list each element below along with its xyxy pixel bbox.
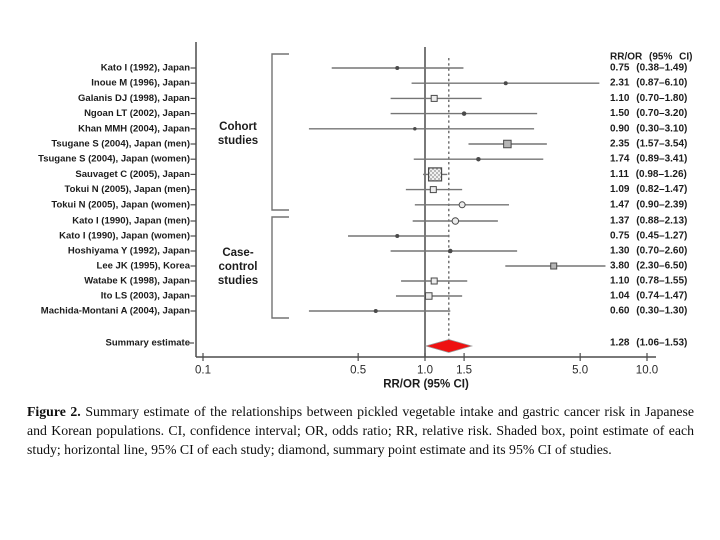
x-axis-tick-label: 5.0 [572,364,589,377]
group-bracket [272,54,289,210]
point-marker [413,127,417,131]
point-marker [452,218,459,225]
study-label: Kato I (1992), Japan [100,62,190,74]
value-text: 3.80 (2.30–6.50) [610,260,688,272]
point-marker [429,168,442,181]
summary-label: Summary estimate [105,337,190,349]
value-text: 1.30 (0.70–2.60) [610,245,688,257]
point-marker [431,278,437,284]
value-text: 1.10 (0.78–1.55) [610,275,688,287]
value-text: 2.35 (1.57–3.54) [610,138,688,150]
point-marker [459,202,465,208]
x-axis-tick-label: 10.0 [635,364,659,377]
value-text: 1.47 (0.90–2.39) [610,199,688,211]
group-label: studies [217,275,259,287]
value-text: 1.04 (0.74–1.47) [610,290,688,302]
study-label: Tokui N (2005), Japan (men) [64,184,190,196]
study-label: Khan MMH (2004), Japan [78,123,190,135]
study-label: Machida-Montani A (2004), Japan [40,305,190,317]
summary-value: 1.28 (1.06–1.53) [610,337,688,349]
point-marker [374,309,378,313]
point-marker [395,66,399,70]
study-label: Galanis DJ (1998), Japan [78,92,190,104]
point-marker [448,249,453,254]
value-text: 0.75 (0.38–1.49) [610,62,688,74]
study-label: Tsugane S (2004), Japan (men) [51,138,190,150]
study-label: Lee JK (1995), Korea [96,260,190,272]
point-marker [504,81,508,85]
summary-diamond [426,340,472,353]
group-label: Case- [222,247,254,259]
x-axis-title: RR/OR (95% CI) [383,378,469,391]
value-text: 0.90 (0.30–3.10) [610,123,688,135]
study-label: Ngoan LT (2002), Japan [84,108,190,120]
study-label: Hoshiyama Y (1992), Japan [67,245,190,257]
study-label: Inoue M (1996), Japan [91,77,190,89]
figure-caption-text: Summary estimate of the relationships between pickled vegetable intake and gastric cancer risk in Japanese and Korean populations. CI, confidence interval; OR, odds ratio; RR, relative risk. Shaded box, point estimate of each study; horizontal line, 95% CI of each study; diamond, summary point estimate and its 95% CI of studies. [27,404,694,457]
point-marker [462,111,467,116]
value-text: 2.31 (0.87–6.10) [610,77,688,89]
figure-caption-label: Figure 2. [27,404,81,419]
point-marker [395,234,399,238]
value-text: 1.50 (0.70–3.20) [610,108,688,120]
value-text: 1.11 (0.98–1.26) [610,168,687,180]
x-axis-tick-label: 1.0 [417,364,433,377]
group-label: Cohort [219,121,257,133]
point-marker [430,187,436,193]
value-text: 1.74 (0.89–3.41) [610,153,688,165]
value-text: 1.09 (0.82–1.47) [610,184,688,196]
group-bracket [272,217,289,318]
rr-column-header: RR/OR (95% CI) [610,51,693,63]
point-marker [551,263,557,269]
study-label: Kato I (1990), Japan (men) [72,215,190,227]
value-text: 1.37 (0.88–2.13) [610,215,688,227]
x-axis-tick-label: 0.1 [195,364,211,377]
point-marker [504,140,512,148]
study-label: Watabe K (1998), Japan [84,275,190,287]
value-text: 0.60 (0.30–1.30) [610,305,688,317]
study-label: Ito LS (2003), Japan [100,290,190,302]
study-label: Sauvaget C (2005), Japan [75,168,190,180]
point-marker [426,293,433,300]
value-text: 0.75 (0.45–1.27) [610,230,688,242]
study-label: Kato I (1990), Japan (women) [59,230,190,242]
group-label: studies [217,135,259,147]
point-marker [431,95,437,101]
group-label: control [218,261,258,273]
point-marker [476,157,481,162]
x-axis-tick-label: 1.5 [456,364,473,377]
study-label: Tokui N (2005), Japan (women) [51,199,190,211]
figure-caption [27,402,694,459]
study-label: Tsugane S (2004), Japan (women) [38,153,190,165]
x-axis-tick-label: 0.5 [350,364,367,377]
value-text: 1.10 (0.70–1.80) [610,92,688,104]
